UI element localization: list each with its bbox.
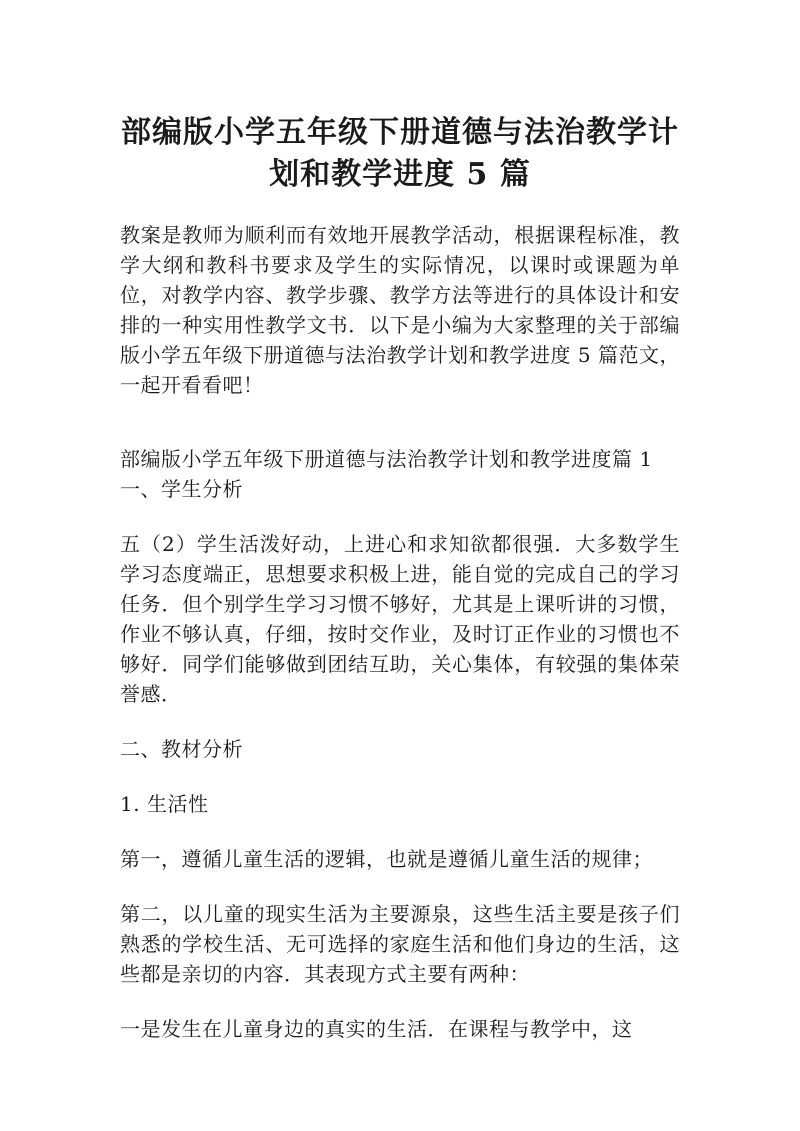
heading-material-analysis: 二、教材分析	[120, 737, 243, 761]
second-point-paragraph: 第二，以儿童的现实生活为主要源泉，这些生活主要是孩子们熟悉的学校生活、无可选择的家庭生活和他们身边的生活，这些都是亲切的内容．其表现方式主要有两种：	[120, 902, 680, 986]
document-body	[120, 220, 680, 1044]
third-point-paragraph: 一是发生在儿童身边的真实的生活．在课程与教学中，这	[120, 1017, 633, 1041]
first-point-paragraph: 第一，遵循儿童生活的逻辑，也就是遵循儿童生活的规律；	[120, 847, 653, 871]
document-title	[100, 112, 700, 196]
heading-student-analysis: 一、学生分析	[120, 477, 243, 501]
section-title: 部编版小学五年级下册道德与法治教学计划和教学进度篇 1	[120, 447, 653, 471]
title-line-1: 部编版小学五年级下册道德与法治教学计	[121, 115, 679, 150]
point-1-heading: 1. 生活性	[120, 792, 209, 816]
intro-paragraph: 教案是教师为顺利而有效地开展教学活动，根据课程标准，教学大纲和教科书要求及学生的实际情况，以课时或课题为单位，对教学内容、教学步骤、教学方法等进行的具体设计和安排的一种实用性教学文书．以下是小编为大家整理的关于部编版小学五年级下册道德与法治教学计划和教学进度 5 篇范文，一起开看看吧！	[120, 223, 680, 397]
student-analysis-paragraph: 五（2）学生活泼好动，上进心和求知欲都很强．大多数学生学习态度端正，思想要求积极上进，能自觉的完成自己的学习任务．但个别学生学习习惯不够好，尤其是上课听讲的习惯，作业不够认真，仔细，按时交作业，及时订正作业的习惯也不够好．同学们能够做到团结互助，关心集体，有较强的集体荣誉感．	[120, 532, 680, 706]
title-line-2: 划和教学进度 5 篇	[269, 157, 531, 192]
